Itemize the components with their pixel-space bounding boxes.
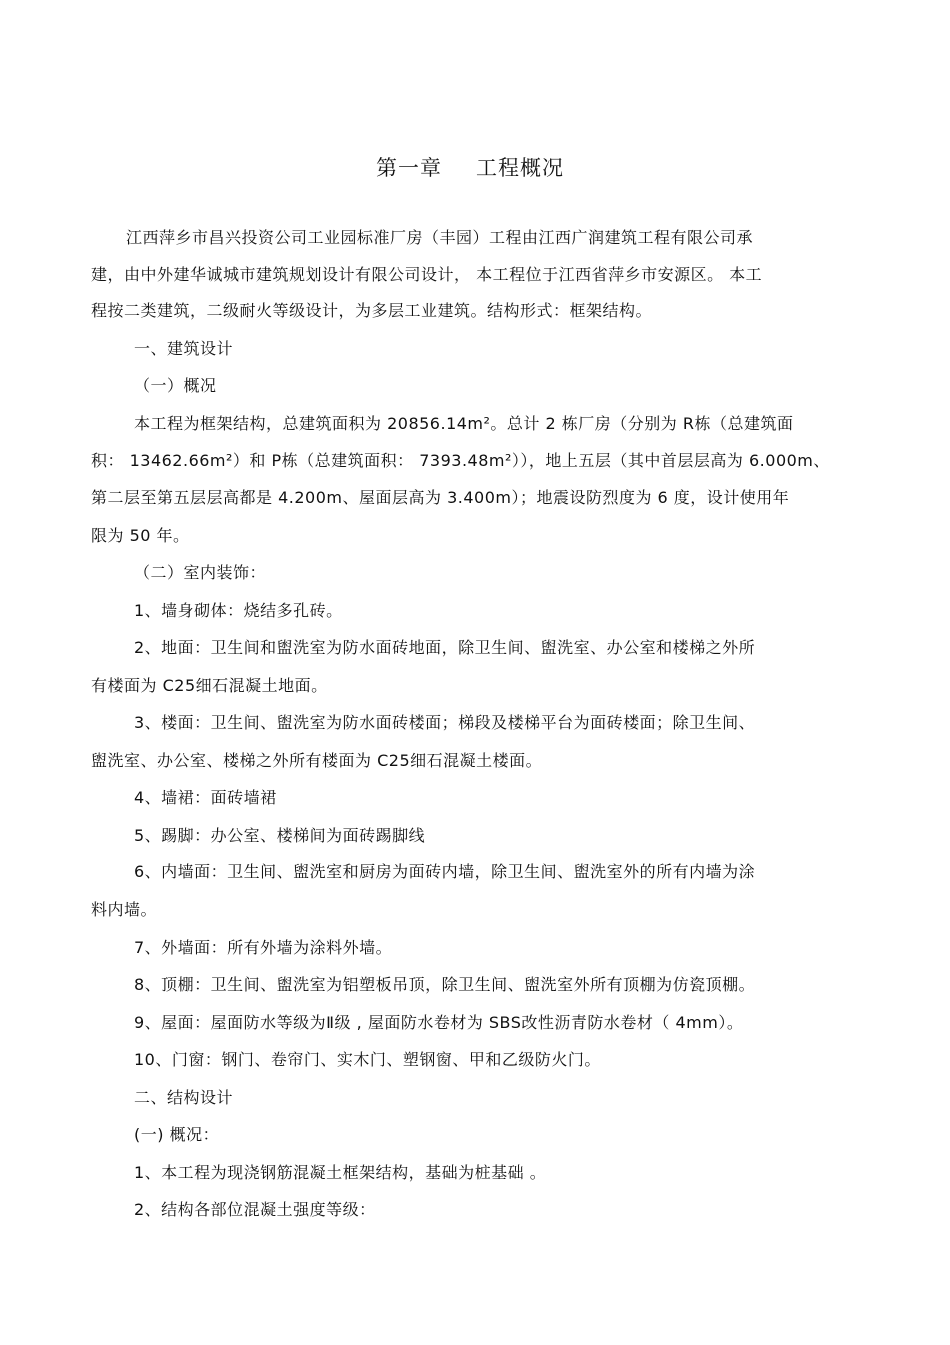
list-item: 7、外墙面：所有外墙为涂料外墙。 [134,938,393,957]
body-line: 积： 13462.66m²）和 P栋（总建筑面积： 7393.48m²）），地上五层（其中首层层高为 6.000m、 [91,451,830,470]
subsection-heading: （二）室内装饰： [134,563,267,582]
body-line: 第二层至第五层层高都是 4.200m、屋面层高为 3.400m）；地震设防烈度为 6 度，设计使用年 [91,488,790,507]
chapter-name: 工程概况 [476,156,564,180]
list-item-continued: 盥洗室、办公室、楼梯之外所有楼面为 C25细石混凝土楼面。 [91,751,543,770]
list-item-continued: 有楼面为 C25细石混凝土地面。 [91,676,328,695]
subsection-heading: （一）概况 [134,376,217,395]
list-item: 1、墙身砌体：烧结多孔砖。 [134,601,343,620]
subsection-heading: (一) 概况： [134,1125,220,1144]
list-item: 5、踢脚：办公室、楼梯间为面砖踢脚线 [134,826,426,845]
body-line: 建，由中外建华诚城市建筑规划设计有限公司设计， 本工程位于江西省萍乡市安源区。 本工 [91,265,763,284]
list-item: 2、结构各部位混凝土强度等级： [134,1200,376,1219]
list-item: 1、本工程为现浇钢筋混凝土框架结构，基础为桩基础 。 [134,1163,547,1182]
list-item: 8、顶棚：卫生间、盥洗室为铝塑板吊顶，除卫生间、盥洗室外所有顶棚为仿瓷顶棚。 [134,975,756,994]
chapter-title [0,152,940,182]
list-item: 6、内墙面：卫生间、盥洗室和厨房为面砖内墙，除卫生间、盥洗室外的所有内墙为涂 [134,862,756,881]
list-item: 9、屋面：屋面防水等级为Ⅱ级 , 屋面防水卷材为 SBS改性沥青防水卷材（ 4mm）。 [134,1013,744,1032]
section-heading: 二、结构设计 [134,1088,234,1107]
list-item: 3、楼面：卫生间、盥洗室为防水面砖楼面；梯段及楼梯平台为面砖楼面；除卫生间、 [134,713,756,732]
list-item: 4、墙裙：面砖墙裙 [134,788,277,807]
list-item: 10、门窗：钢门、卷帘门、实木门、塑钢窗、甲和乙级防火门。 [134,1050,601,1069]
chapter-number: 第一章 [376,156,442,180]
body-line: 江西萍乡市昌兴投资公司工业园标准厂房（丰园）工程由江西广润建筑工程有限公司承 [126,228,754,247]
body-line: 本工程为框架结构，总建筑面积为 20856.14m²。总计 2 栋厂房（分别为 R栋（总建筑面 [134,414,794,433]
list-item: 2、地面：卫生间和盥洗室为防水面砖地面，除卫生间、盥洗室、办公室和楼梯之外所 [134,638,756,657]
list-item-continued: 料内墙。 [91,900,158,919]
body-line: 程按二类建筑，二级耐火等级设计，为多层工业建筑。结构形式：框架结构。 [91,301,653,320]
section-heading: 一、建筑设计 [134,339,234,358]
body-line: 限为 50 年。 [91,526,190,545]
